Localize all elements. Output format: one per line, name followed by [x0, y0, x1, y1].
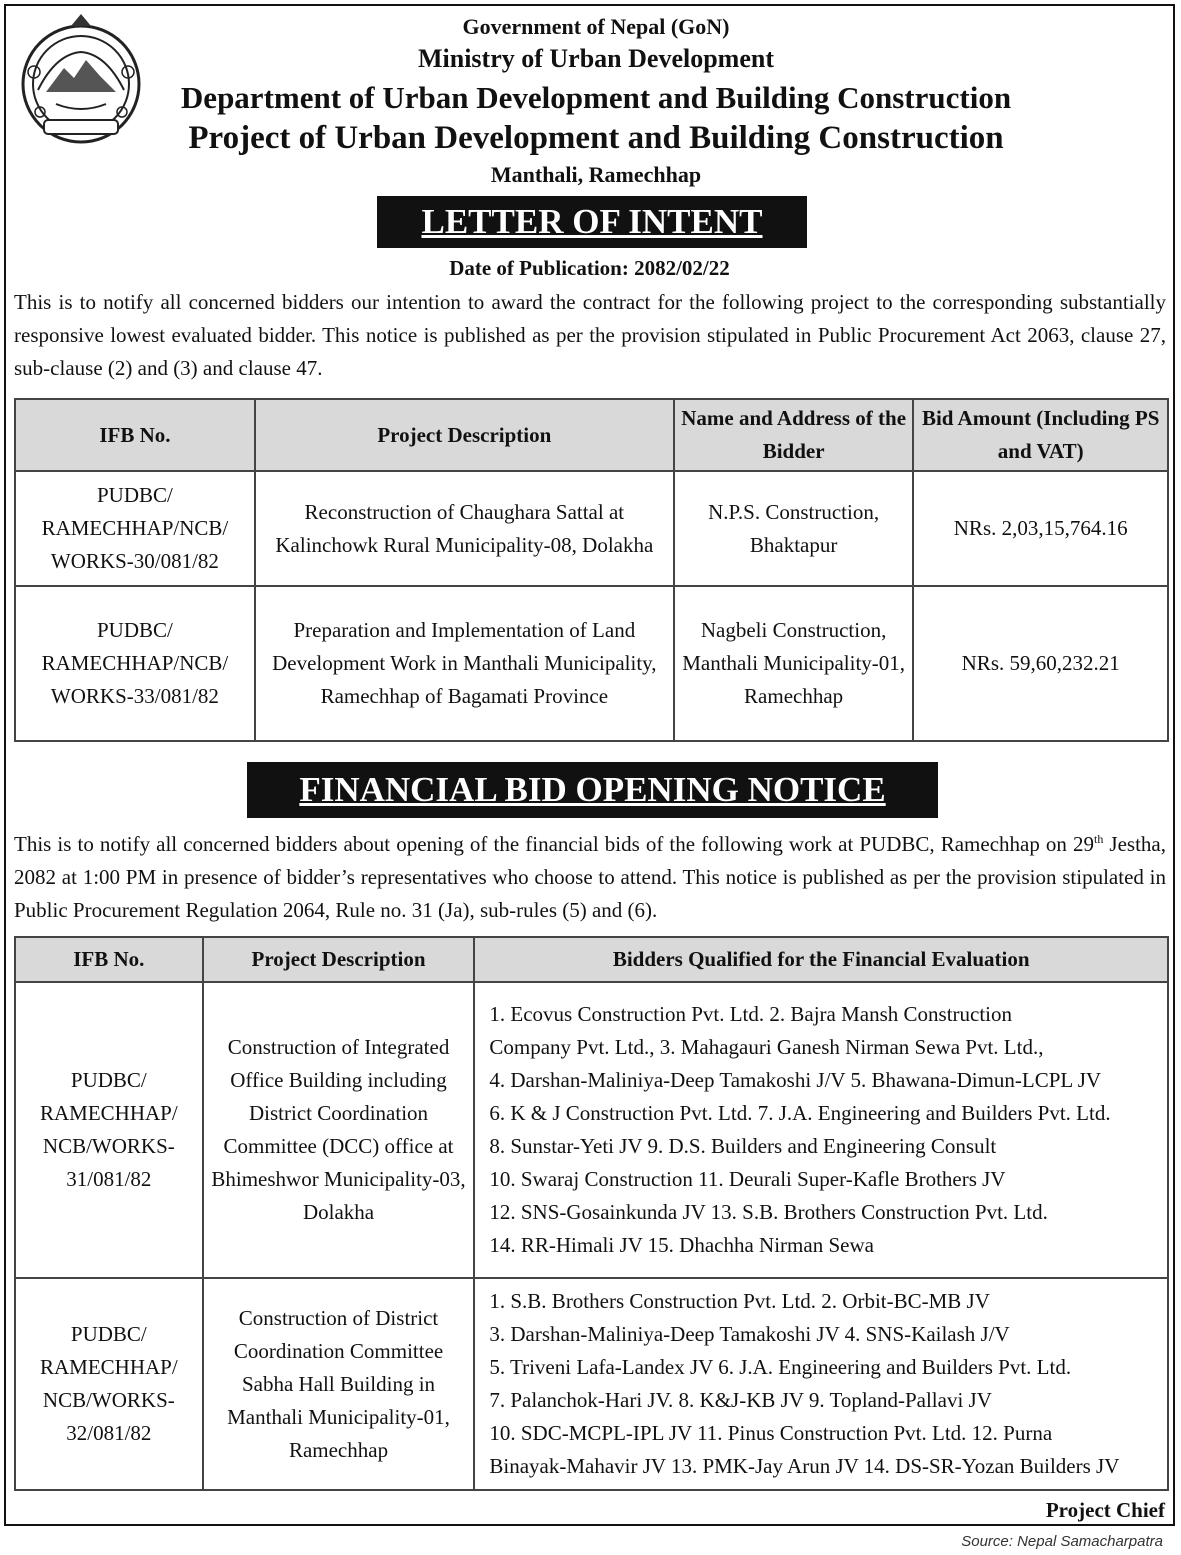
- table-row: [15, 1278, 1168, 1490]
- table-row: [15, 982, 1168, 1278]
- project-description: Preparation and Implementation of Land Development Work in Manthali Municipality, Ramechhap of Bagamati Province: [255, 586, 674, 741]
- project-description: Reconstruction of Chaughara Sattal at Kalinchowk Rural Municipality-08, Dolakha: [255, 471, 674, 586]
- loi-table-header: [15, 399, 1168, 471]
- loi-col-description: Project Description: [255, 399, 674, 471]
- ifb-number: PUDBC/ RAMECHHAP/ NCB/WORKS- 31/081/82: [15, 982, 203, 1278]
- signature-project-chief: Project Chief: [1045, 1498, 1165, 1522]
- list-item: 4. Darshan-Maliniya-Deep Tamakoshi J/V 5. Bhawana-Dimun-LCPL JV: [489, 1068, 1102, 1092]
- list-item: 1. Ecovus Construction Pvt. Ltd. 2. Bajra Mansh Construction: [489, 1002, 1013, 1026]
- letter-of-intent-banner: LETTER OF INTENT: [377, 196, 807, 248]
- loi-intro-paragraph: This is to notify all concerned bidders our intention to award the contract for the following project to the corresponding substantially responsive lowest evaluated bidder. This notice is published as per the provision stipulated in Public Procurement Act 2063, clause 27, sub-clause (2) and (3) and clause 47.: [14, 290, 1166, 380]
- list-item: 8. Sunstar-Yeti JV 9. D.S. Builders and Engineering Consult: [489, 1134, 997, 1158]
- project-title: Project of Urban Development and Building Construction: [188, 120, 1004, 156]
- fbo-col-bidders: Bidders Qualified for the Financial Evaluation: [474, 937, 1168, 982]
- list-item: 12. SNS-Gosainkunda JV 13. S.B. Brothers Construction Pvt. Ltd.: [489, 1200, 1048, 1224]
- publication-date: Date of Publication: 2082/02/22: [449, 256, 730, 280]
- list-item: 1. S.B. Brothers Construction Pvt. Ltd. 2. Orbit-BC-MB JV: [489, 1289, 990, 1313]
- list-item: 5. Triveni Lafa-Landex JV 6. J.A. Engineering and Builders Pvt. Ltd.: [489, 1355, 1072, 1379]
- list-item: Company Pvt. Ltd., 3. Mahagauri Ganesh Nirman Sewa Pvt. Ltd.,: [489, 1035, 1044, 1059]
- bid-amount: NRs. 2,03,15,764.16: [913, 471, 1168, 586]
- ifb-number: PUDBC/ RAMECHHAP/NCB/ WORKS-30/081/82: [15, 471, 255, 586]
- bidder-name: Nagbeli Construction, Manthali Municipality-01, Ramechhap: [674, 586, 914, 741]
- fbo-col-ifb: IFB No.: [15, 937, 203, 982]
- loi-col-bidder: Name and Address of the Bidder: [674, 399, 914, 471]
- fbo-table-header: [15, 937, 1168, 982]
- government-emblem-icon: [16, 12, 146, 152]
- bidder-name: N.P.S. Construction, Bhaktapur: [674, 471, 914, 586]
- source-credit: Source: Nepal Samacharpatra: [961, 1533, 1163, 1550]
- department-title: Department of Urban Development and Building Construction: [180, 80, 1012, 115]
- fbo-intro-paragraph: This is to notify all concerned bidders about opening of the financial bids of the following work at PUDBC, Ramechhap on 29th Jestha, 2082 at 1:00 PM in presence of bidder’s representatives who choose to attend. This notice is published as per the provision stipulated in Public Procurement Regulation 2064, Rule no. 31 (Ja), sub-rules (5) and (6).: [14, 832, 1166, 922]
- office-location: Manthali, Ramechhap: [490, 162, 702, 187]
- list-item: 10. Swaraj Construction 11. Deurali Super-Kafle Brothers JV: [489, 1167, 1006, 1191]
- project-description: Construction of District Coordination Committee Sabha Hall Building in Manthali Municipality-01, Ramechhap: [203, 1278, 475, 1490]
- ifb-number: PUDBC/ RAMECHHAP/ NCB/WORKS- 32/081/82: [15, 1278, 203, 1490]
- loi-col-ifb: IFB No.: [15, 399, 255, 471]
- government-title: Government of Nepal (GoN): [462, 14, 730, 39]
- notice-page: [4, 4, 1175, 1526]
- list-item: 7. Palanchok-Hari JV. 8. K&J-KB JV 9. Topland-Pallavi JV: [489, 1388, 992, 1412]
- loi-table: [14, 398, 1169, 742]
- loi-col-amount: Bid Amount (Including PS and VAT): [913, 399, 1168, 471]
- list-item: 3. Darshan-Maliniya-Deep Tamakoshi JV 4. SNS-Kailash J/V: [489, 1322, 1010, 1346]
- list-item: 10. SDC-MCPL-IPL JV 11. Pinus Construction Pvt. Ltd. 12. Purna: [489, 1421, 1053, 1445]
- table-row: [15, 586, 1168, 741]
- qualified-bidders-list: [474, 1278, 1168, 1490]
- list-item: 14. RR-Himali JV 15. Dhachha Nirman Sewa: [489, 1233, 874, 1257]
- qualified-bidders-list: [474, 982, 1168, 1278]
- financial-bid-opening-banner: FINANCIAL BID OPENING NOTICE: [247, 762, 938, 818]
- bid-amount: NRs. 59,60,232.21: [913, 586, 1168, 741]
- ministry-title: Ministry of Urban Development: [417, 44, 774, 73]
- project-description: Construction of Integrated Office Building including District Coordination Committee (DCC) office at Bhimeshwor Municipality-03, Dolakha: [203, 982, 475, 1278]
- fbo-col-description: Project Description: [203, 937, 475, 982]
- fbo-table: [14, 936, 1169, 1491]
- list-item: Binayak-Mahavir JV 13. PMK-Jay Arun JV 14. DS-SR-Yozan Builders JV: [489, 1454, 1120, 1478]
- list-item: 6. K & J Construction Pvt. Ltd. 7. J.A. Engineering and Builders Pvt. Ltd.: [489, 1101, 1111, 1125]
- table-row: [15, 471, 1168, 586]
- ifb-number: PUDBC/ RAMECHHAP/NCB/ WORKS-33/081/82: [15, 586, 255, 741]
